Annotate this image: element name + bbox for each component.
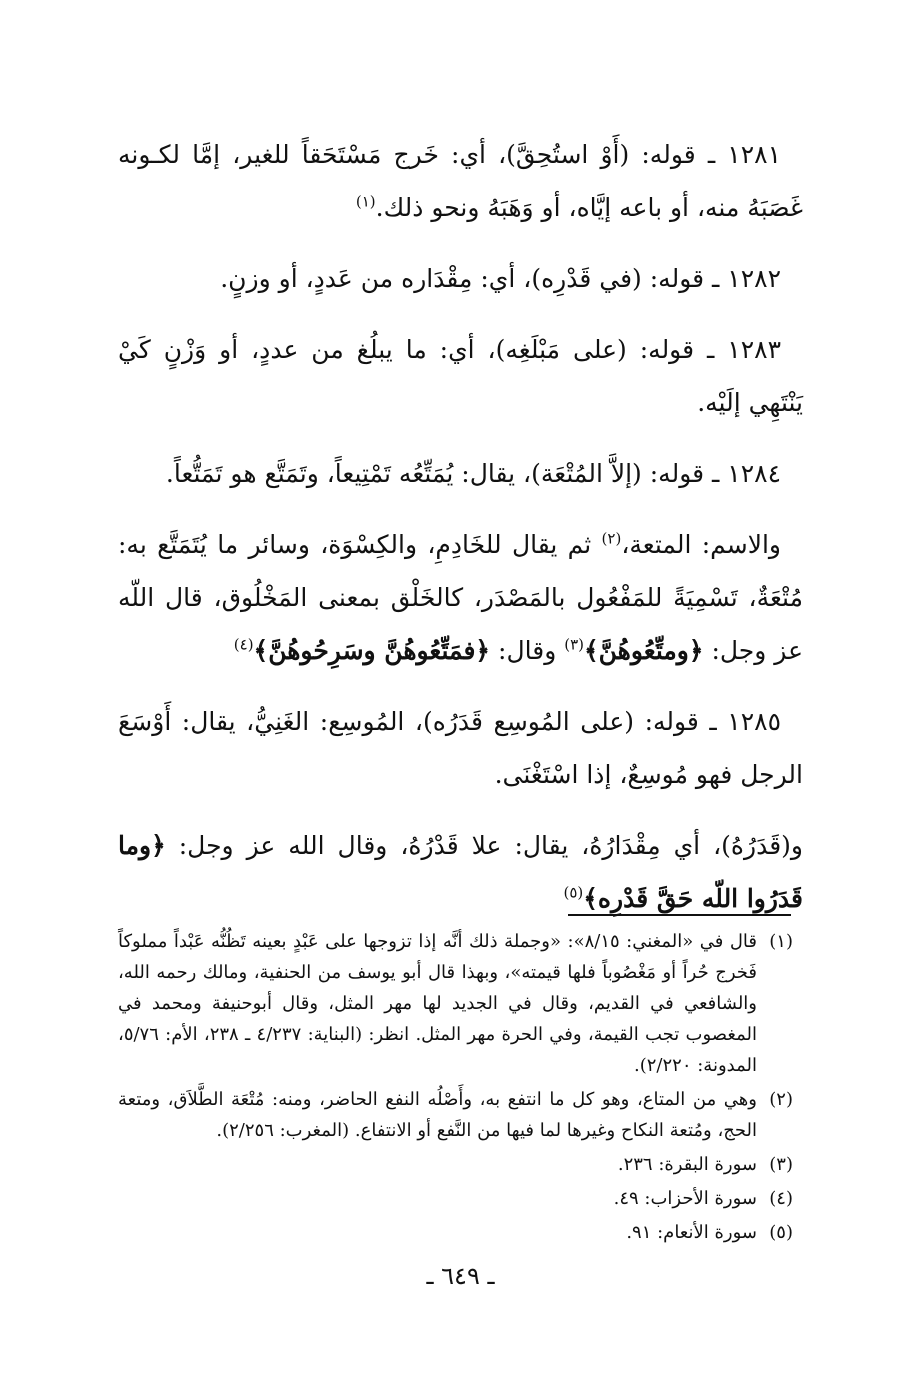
footnote-ref-4[interactable]: (٤) [233, 635, 254, 654]
paragraph-qadar [118, 819, 803, 925]
footnote-2 [118, 1084, 793, 1146]
paragraph-1285 [118, 695, 803, 801]
paragraph-1281 [118, 128, 803, 234]
paragraph-1282-text: ١٢٨٢ ـ قوله: (في قَدْرِه)، أي: مِقْدَاره من عَددٍ، أو وزنٍ. [220, 264, 781, 293]
quran-verse-1: ﴿ومتِّعُوهُنَّ﴾ [584, 636, 704, 665]
footnote-text: سورة الأنعام: ٩١. [626, 1222, 757, 1243]
quran-verse-3: ﴿وما قَدَرُوا اللّه حَقَّ قَدْرِه﴾ [118, 831, 803, 913]
footnote-text: وهي من المتاع، وهو كل ما انتفع به، وأَصْلُه النفع الحاضر، ومنه: مُتْعَة الطَّلاَق، ومتعة الحج، ومُتعة النكاح وغيرها لما فيها من النَّفع أو الانتفاع. (المغرب: ٢/٢٥٦). [118, 1089, 757, 1141]
footnote-ref-1[interactable]: (١) [355, 192, 376, 211]
quran-verse-2: ﴿فمَتِّعُوهُنَّ وسَرِحُوهُنَّ﴾ [253, 636, 491, 665]
paragraph-mutah-text: والاسم: المتعة، [621, 530, 781, 559]
footnote-number: (٤) [769, 1188, 793, 1209]
footnotes-section [118, 926, 793, 1251]
footnote-4 [118, 1183, 793, 1214]
footnote-5 [118, 1217, 793, 1248]
footnote-text: سورة الأحزاب: ٤٩. [613, 1188, 757, 1209]
paragraph-1283-text: ١٢٨٣ ـ قوله: (على مَبْلَغِه)، أي: ما يبلُغ من عددٍ، أو وَزْنٍ كَيْ يَنْتَهِي إلَيْه. [118, 335, 803, 417]
footnote-3 [118, 1149, 793, 1180]
paragraph-1285-text: ١٢٨٥ ـ قوله: (على المُوسِع قَدَرُه)، المُوسِع: الغَنِيُّ، يقال: أَوْسَعَ الرجل فهو مُوسِعٌ، إذا اسْتَغْنَى. [118, 707, 803, 789]
footnote-text: سورة البقرة: ٢٣٦. [617, 1154, 757, 1175]
footnote-number: (١) [769, 931, 793, 952]
footnote-ref-3[interactable]: (٣) [564, 635, 584, 654]
wa-qal-text: وقال: [490, 636, 565, 665]
footnote-separator [568, 914, 791, 916]
paragraph-1284-text: ١٢٨٤ ـ قوله: (إلاَّ المُتْعَة)، يقال: يُمَتِّعُه تَمْتِيعاً، وتَمَتَّع هو تَمَتُّعاً. [165, 459, 781, 488]
footnote-text: قال في «المغني: ٨/١٥»: «وجملة ذلك أنَّه إذا تزوجها على عَبْدٍ بعينه تَظُنُّه عَبْداً مملوكاً فَخرج حُراً أو مَغْصُوباً فلها قيمته»، وبهذا قال أبو يوسف من الحنفية، ومالك رحمه الله، والشافعي في القديم، وقال في الجديد لها مهر المثل، وقال أبوحنيفة ومحمد في المغصوب تجب القيمة، وفي الحرة مهر المثل. انظر: (البناية: ٤/٢٣٧ ـ ٢٣٨، الأم: ٥/٧٦، المدونة: ٢/٢٢٠). [118, 931, 758, 1076]
footnote-ref-5[interactable]: (٥) [563, 883, 584, 902]
paragraph-1283 [118, 323, 803, 429]
paragraph-mutah [118, 518, 803, 677]
paragraph-mutah-text-cont: ثم يقال للخَادِمِ، والكِسْوَة، وسائر ما يُتَمَتَّع به: مُتْعَةٌ، تَسْمِيَةً للمَفْعُول بالمَصْدَر، كالخَلْق بمعنى المَخْلُوق، قال اللّه عز وجل: [118, 530, 803, 665]
page-number: ـ ٦٤٩ ـ [426, 1262, 495, 1290]
footnote-ref-2[interactable]: (٢) [601, 529, 622, 548]
main-text [118, 128, 803, 943]
paragraph-1282 [118, 252, 803, 305]
footnote-number: (٣) [769, 1154, 793, 1175]
footnote-number: (٥) [769, 1222, 793, 1243]
footnote-1 [118, 926, 793, 1081]
footnote-number: (٢) [769, 1089, 793, 1110]
paragraph-qadar-text: و(قَدَرُهُ)، أي مِقْدَارُهُ، يقال: علا قَدْرُهُ، وقال الله عز وجل: [178, 831, 803, 860]
paragraph-1281-text: ١٢٨١ ـ قوله: (أَوْ استُحِقَّ)، أي: خَرج مَسْتَحَقاً للغير، إمَّا لكـونه غَصَبَهُ منه، أو باعه إيَّاه، أو وَهَبَهُ ونحو ذلك. [118, 140, 803, 222]
paragraph-1284 [118, 447, 803, 500]
